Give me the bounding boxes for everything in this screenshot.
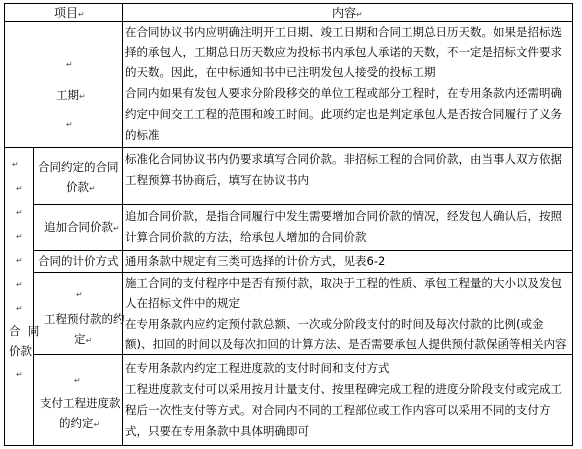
cell-zhuijia-line-2: 计算合同价款的方法，给承包人增加的合同价款 (125, 230, 367, 244)
cell-yufu-line-4: 额)、扣回的时间以及每次扣回的计算方法、是否需要承包人提供预付款保函等相关内容 (125, 337, 567, 351)
paragraph-mark: ↵ (74, 376, 81, 385)
cell-gongqi-line-3: 的天数。因此，在中标通知书中已注明发包人接受的投标工期 (125, 65, 436, 79)
rule-gongqi-bottom (4, 147, 573, 148)
paragraph-mark: ↵ (66, 120, 73, 129)
row-label-yufu-2: 定↵ (74, 332, 93, 346)
row-label-yufu: 工程预付款的约 (44, 312, 125, 326)
cell-gongqi-line-4: 合同内如果有发包人要求分阶段移交的单位工程或部分工程时，在专用条款内还需明确 (125, 86, 562, 100)
rule-left (4, 3, 5, 446)
cell-gongqi-line-5: 约定中间交工工程的范围和竣工时间。此项约定也是判定承包人是否按合同履行了义务 (125, 107, 562, 121)
cell-gongqi-line-1: 在合同协议书内应明确注明开工日期、竣工日期和合同工期总日历天数。如果是招标选 (125, 25, 562, 39)
rule-yufu-bottom (33, 354, 573, 355)
cell-jijia-line-1: 通用条款中规定有三类可选择的计价方式，见表6-2 (125, 254, 386, 268)
cell-jindu-line-4: 式，只要在专用条款中具体明确即可 (125, 424, 309, 438)
row-label-jindu-2: 的约定↵ (59, 416, 101, 430)
cell-jindu-line-1: 在专用条款内约定工程进度款的支付时间和支付方式 (125, 361, 390, 375)
row-label-jijia: 合同的计价方式 (38, 254, 119, 268)
cell-yufu-line-3: 在专用条款内应约定预付款总额、一次或分阶段支付的时间及每次付款的比例(或金 (125, 317, 544, 331)
row-label-hetong-jiakuan-2: 价款↵ (66, 180, 96, 194)
header-col1: 项目↵ (54, 6, 85, 20)
paragraph-mark: ↵ (16, 184, 23, 193)
rule-hetong-bottom (33, 204, 573, 205)
contract-table (4, 3, 573, 446)
rule-group (33, 147, 34, 446)
rule-right (572, 3, 573, 446)
row-label-jindu: 支付工程进度款 (40, 396, 121, 410)
rule-middle (122, 3, 123, 446)
cell-gongqi-line-6: 的标准 (125, 128, 160, 142)
header-col2: 内容↵ (332, 6, 363, 20)
cell-yufu-line-1: 施工合同的支付程序中是否有预付款，取决于工程的性质、承包工程量的大小以及发包 (125, 276, 562, 290)
rule-bottom (4, 445, 573, 446)
cell-jindu-line-3: 程后一次性支付等方式。对合同内不同的工程部位或工作内容可以采用不同的支付方 (125, 403, 551, 417)
cell-gongqi-line-2: 择的承包人，工期总日历天数应为投标书内承包人承诺的天数，不一定是招标文件要求 (125, 45, 562, 59)
cell-hetong-line-2: 工程预算书协商后，填写在协议书内 (125, 173, 309, 187)
group-label-line-2: 价款 (9, 344, 32, 358)
paragraph-mark: ↵ (16, 208, 23, 217)
paragraph-mark: ↵ (12, 160, 19, 169)
paragraph-mark: ↵ (76, 290, 83, 299)
paragraph-mark: ↵ (16, 232, 23, 241)
row-label-zhuijia: 追加合同价款↵ (44, 220, 120, 234)
paragraph-mark: ↵ (16, 304, 23, 313)
cell-zhuijia-line-1: 追加合同价款，是指合同履行中发生需要增加合同价款的情况，经发包人确认后，按照 (125, 209, 562, 223)
paragraph-mark: ↵ (16, 256, 23, 265)
paragraph-mark: ↵ (66, 60, 73, 69)
paragraph-mark: ↵ (16, 280, 23, 289)
row-label-gongqi: 工期↵ (56, 88, 86, 102)
paragraph-mark: ↵ (16, 370, 23, 379)
row-label-hetong-jiakuan: 合同约定的合同 (38, 160, 119, 174)
cell-hetong-line-1: 标准化合同协议书内仍要求填写合同价款。非招标工程的合同价款，由当事人双方依据 (125, 152, 562, 166)
cell-yufu-line-2: 人在招标文件中的规定 (125, 296, 240, 310)
group-label-line-1: 合 同 (9, 324, 40, 338)
cell-jindu-line-2: 工程进度款支付可以采用按月计量支付、按里程碑完成工程的进度分阶段支付或完成工 (125, 382, 562, 396)
rule-top (4, 3, 573, 4)
